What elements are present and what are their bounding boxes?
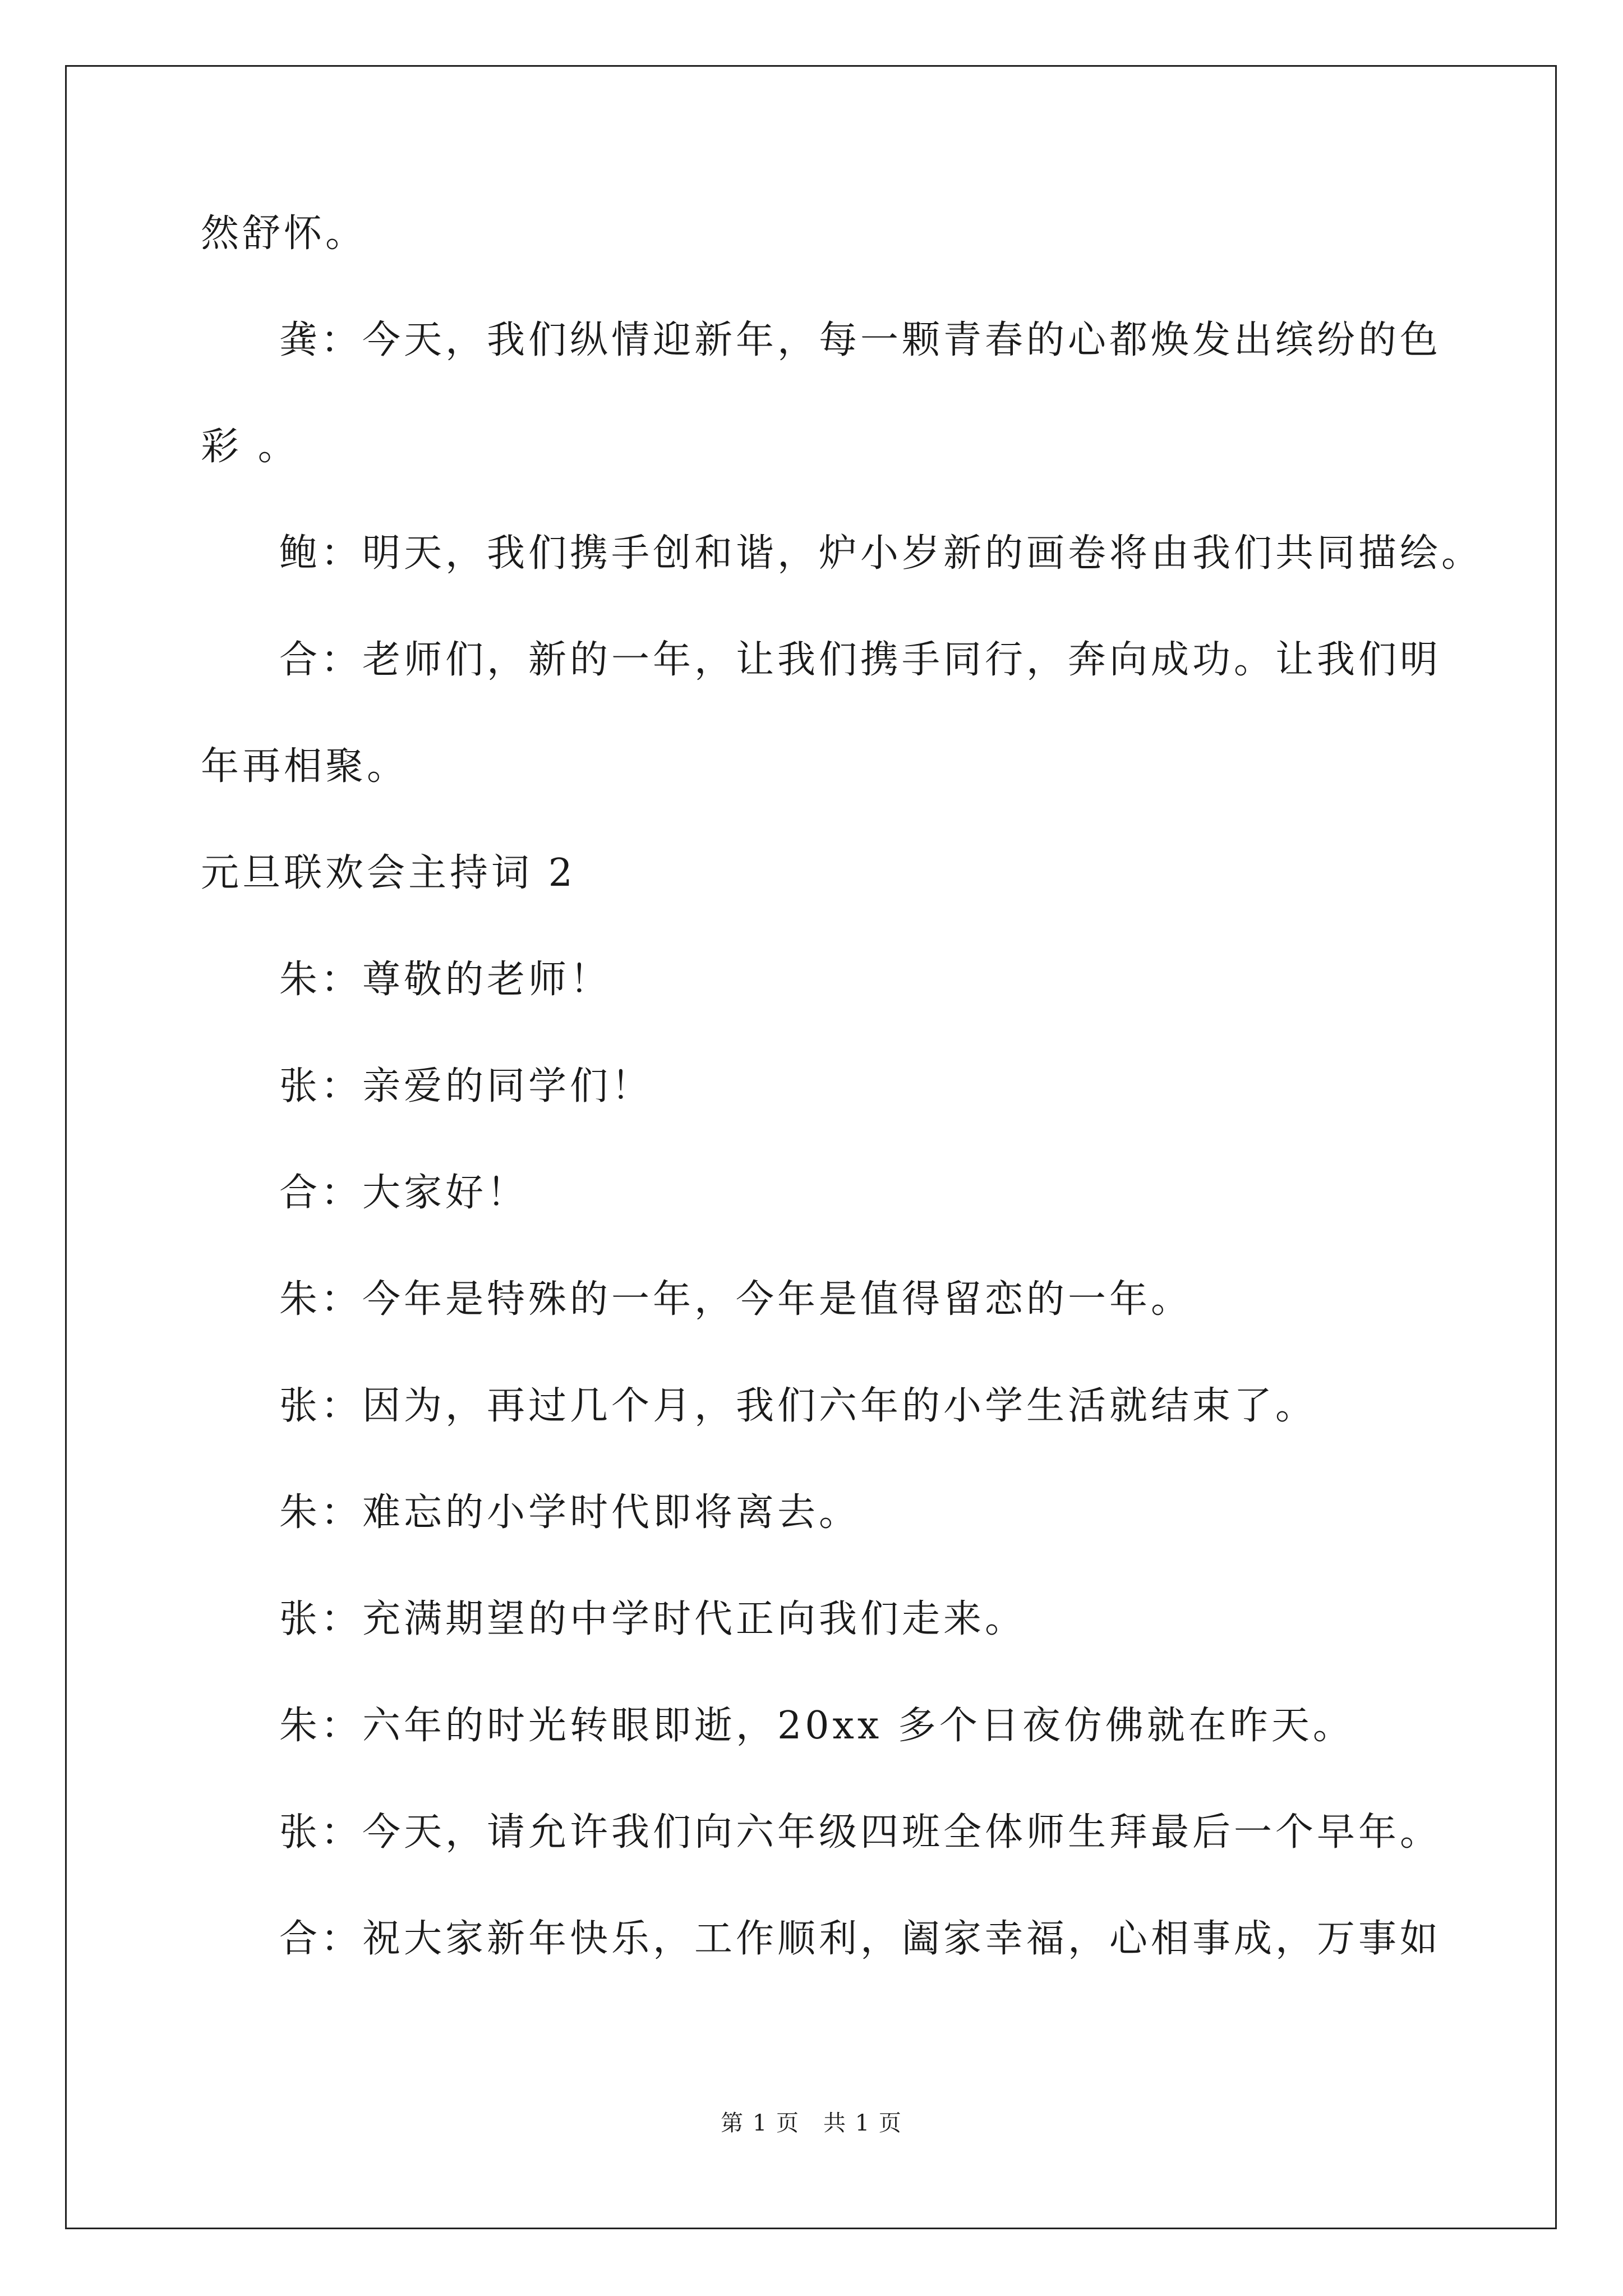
page-footer: 第 1 页 共 1 页	[721, 2110, 902, 2136]
text-line-15: 朱：六年的时光转眼即逝，20xx 多个日夜仿佛就在昨天。	[279, 1704, 1354, 1748]
text-line-10: 合：大家好！	[279, 1171, 529, 1215]
text-line-9: 张：亲爱的同学们！	[279, 1064, 653, 1108]
text-line-12: 张：因为，再过几个月，我们六年的小学生活就结束了。	[279, 1384, 1317, 1428]
text-line-17: 合：祝大家新年快乐，工作顺利，阖家幸福，心相事成，万事如	[279, 1917, 1442, 1961]
text-line-5: 合：老师们，新的一年，让我们携手同行，奔向成功。让我们明	[279, 638, 1442, 682]
text-line-6: 年再相聚。	[201, 744, 409, 789]
text-line-1: 然舒怀。	[201, 211, 367, 256]
section-heading: 元旦联欢会主持词 2	[201, 851, 576, 895]
text-line-11: 朱：今年是特殊的一年，今年是值得留恋的一年。	[279, 1277, 1193, 1322]
text-line-4: 鲍：明天，我们携手创和谐，炉小岁新的画卷将由我们共同描绘。	[279, 531, 1483, 576]
text-line-13: 朱：难忘的小学时代即将离去。	[279, 1490, 861, 1535]
text-line-2: 龚：今天，我们纵情迎新年，每一颗青春的心都焕发出缤纷的色	[279, 318, 1442, 362]
text-line-8: 朱：尊敬的老师！	[279, 958, 612, 1002]
text-line-16: 张：今天，请允许我们向六年级四班全体师生拜最后一个早年。	[279, 1810, 1442, 1855]
page-border	[65, 65, 1557, 2229]
text-line-14: 张：充满期望的中学时代正向我们走来。	[279, 1597, 1027, 1641]
text-line-3: 彩 。	[201, 425, 299, 469]
